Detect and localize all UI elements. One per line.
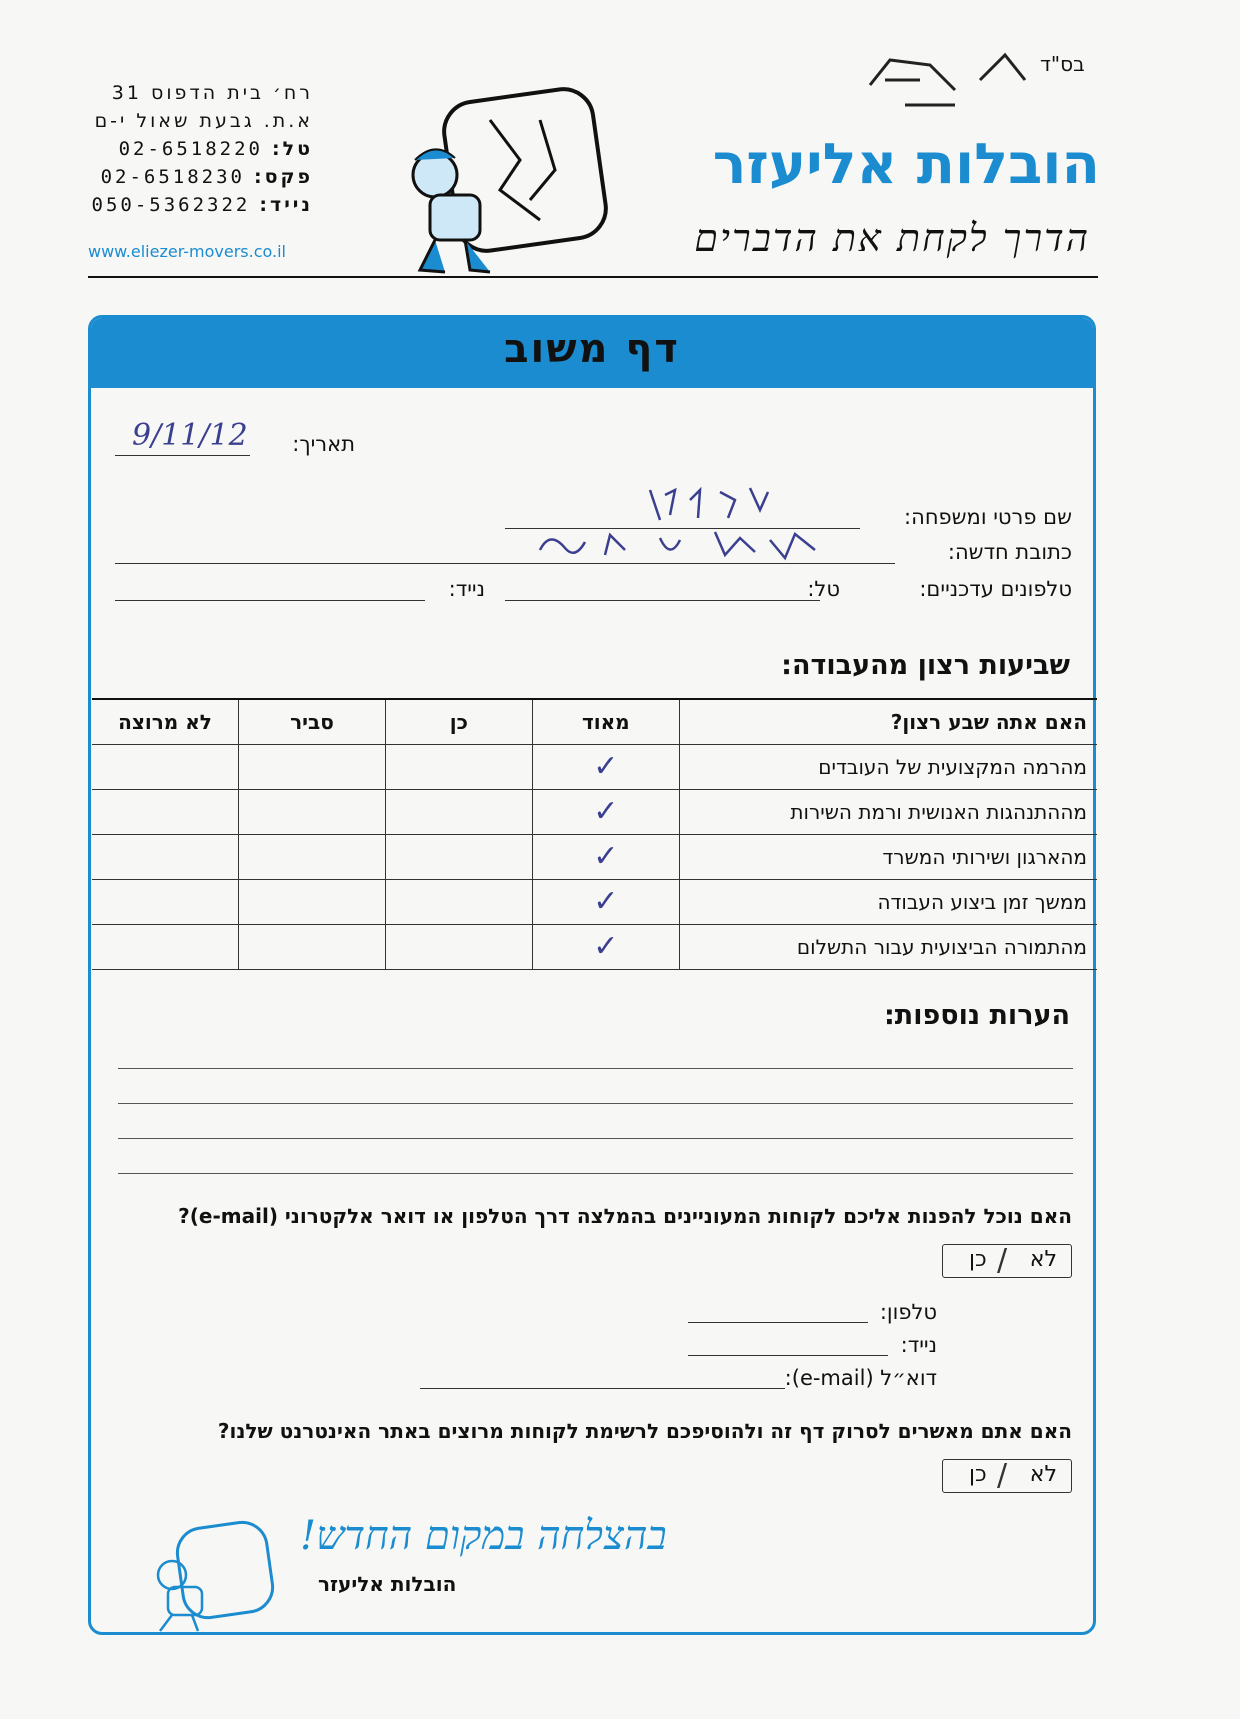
cell-reasonable[interactable]: [238, 880, 385, 925]
cell-reasonable[interactable]: [238, 790, 385, 835]
no-option[interactable]: לא: [1029, 1247, 1057, 1272]
slash-divider: /: [997, 1458, 1008, 1493]
fax-row: [88, 166, 313, 188]
address-line2: א.ת. גבעת שאול י-ם: [94, 110, 313, 132]
cell-very[interactable]: [532, 745, 679, 790]
form-title: דף משוב: [504, 326, 680, 372]
new-address-label: כתובת חדשה:: [947, 540, 1072, 564]
tel-label: טל:: [807, 577, 840, 601]
date-value: 9/11/12: [132, 418, 248, 453]
cell-very[interactable]: [532, 790, 679, 835]
notes-line[interactable]: [118, 1068, 1073, 1069]
cell-yes[interactable]: [385, 880, 532, 925]
cell-very[interactable]: [532, 880, 679, 925]
mobile-label: נייד:: [259, 194, 313, 216]
cell-not-satisfied[interactable]: [92, 880, 238, 925]
handwritten-scribble-icon: [860, 40, 1040, 120]
column-header: לא מרוצה: [92, 699, 238, 745]
column-header: כן: [385, 699, 532, 745]
check-mark-icon: ✓: [593, 794, 619, 829]
footer-company-name: הובלות אליעזר: [318, 1572, 457, 1596]
name-label: שם פרטי ומשפחה:: [904, 505, 1072, 529]
table-header-row: [92, 699, 1097, 745]
cell-not-satisfied[interactable]: [92, 745, 238, 790]
mover-mascot-small-logo: [140, 1515, 280, 1635]
mover-mascot-logo: [390, 80, 620, 280]
tel-field[interactable]: [505, 600, 820, 601]
cell-not-satisfied[interactable]: [92, 835, 238, 880]
website-link[interactable]: www.eliezer-movers.co.il: [88, 242, 286, 261]
table-row: [92, 880, 1097, 925]
check-mark-icon: ✓: [593, 839, 619, 874]
referral-mobile-field[interactable]: [688, 1355, 888, 1356]
row-question: מהתמורה הביצועית עבור התשלום: [679, 925, 1097, 970]
row-question: מההתנהגות האנושית ורמת השירות: [679, 790, 1097, 835]
cell-very[interactable]: [532, 925, 679, 970]
notes-title: הערות נוספות:: [883, 1000, 1070, 1031]
phones-label: טלפונים עדכניים:: [919, 577, 1072, 601]
header-divider: [88, 276, 1098, 278]
satisfaction-table: [92, 698, 1097, 970]
cell-reasonable[interactable]: [238, 745, 385, 790]
address-line1: רח׳ בית הדפוס 31: [111, 82, 313, 104]
slash-divider: /: [997, 1243, 1008, 1278]
fax-value: 02-6518230: [100, 166, 245, 188]
mobile-label: נייד:: [448, 577, 485, 601]
table-row: [92, 925, 1097, 970]
cell-yes[interactable]: [385, 835, 532, 880]
date-field[interactable]: [115, 455, 250, 456]
yes-option[interactable]: כן: [969, 1462, 987, 1487]
yes-option[interactable]: כן: [969, 1247, 987, 1272]
publish-question: האם אתם מאשרים לסרוק דף זה ולהוסיפכם לרשימת לקוחות מרוצים באתר האינטרנט שלנו?: [217, 1419, 1072, 1443]
phone-value: 02-6518220: [118, 138, 263, 160]
bsd-mark: בס"ד: [1040, 52, 1085, 76]
no-option[interactable]: לא: [1029, 1462, 1057, 1487]
phone-row: [88, 138, 313, 160]
referral-email-label: דוא״ל (e-mail):: [784, 1366, 937, 1390]
cell-reasonable[interactable]: [238, 835, 385, 880]
row-question: ממשך זמן ביצוע העבודה: [679, 880, 1097, 925]
company-name: הובלות אליעזר: [712, 132, 1100, 197]
form-title-banner: [91, 318, 1093, 388]
referral-phone-field[interactable]: [688, 1322, 868, 1323]
referral-mobile-label: נייד:: [900, 1333, 937, 1357]
referral-yes-no-box[interactable]: [942, 1244, 1072, 1278]
notes-line[interactable]: [118, 1103, 1073, 1104]
table-row: [92, 835, 1097, 880]
referral-email-field[interactable]: [420, 1388, 785, 1389]
cell-yes[interactable]: [385, 745, 532, 790]
row-question: מהארגון ושירותי המשרד: [679, 835, 1097, 880]
notes-line[interactable]: [118, 1173, 1073, 1174]
company-slogan: הדרך לקחת את הדברים: [694, 216, 1090, 260]
referral-question: האם נוכל להפנות אליכם לקוחות המעוניינים בהמלצה דרך הטלפון או דואר אלקטרוני (e-mail)?: [178, 1204, 1072, 1228]
handwritten-address: [530, 520, 830, 565]
mobile-value: 050-5362322: [91, 194, 251, 216]
column-header: האם אתה שבע רצון?: [679, 699, 1097, 745]
table-row: [92, 745, 1097, 790]
publish-yes-no-box[interactable]: [942, 1459, 1072, 1493]
cell-reasonable[interactable]: [238, 925, 385, 970]
good-luck-message: בהצלחה במקום החדש!: [300, 1513, 667, 1559]
cell-not-satisfied[interactable]: [92, 790, 238, 835]
notes-line[interactable]: [118, 1138, 1073, 1139]
column-header: סביר: [238, 699, 385, 745]
cell-very[interactable]: [532, 835, 679, 880]
fax-label: פקס:: [254, 166, 313, 188]
referral-phone-label: טלפון:: [879, 1300, 937, 1324]
date-label: תאריך:: [292, 432, 355, 456]
mobile-row: [88, 194, 313, 216]
cell-yes[interactable]: [385, 790, 532, 835]
satisfaction-title: שביעות רצון מהעבודה:: [781, 650, 1070, 681]
row-question: מהרמה המקצועית של העובדים: [679, 745, 1097, 790]
check-mark-icon: ✓: [593, 884, 619, 919]
column-header: מאוד: [532, 699, 679, 745]
cell-yes[interactable]: [385, 925, 532, 970]
cell-not-satisfied[interactable]: [92, 925, 238, 970]
phone-label: טל:: [272, 138, 313, 160]
check-mark-icon: ✓: [593, 929, 619, 964]
table-row: [92, 790, 1097, 835]
check-mark-icon: ✓: [593, 749, 619, 784]
mobile-field[interactable]: [115, 600, 425, 601]
